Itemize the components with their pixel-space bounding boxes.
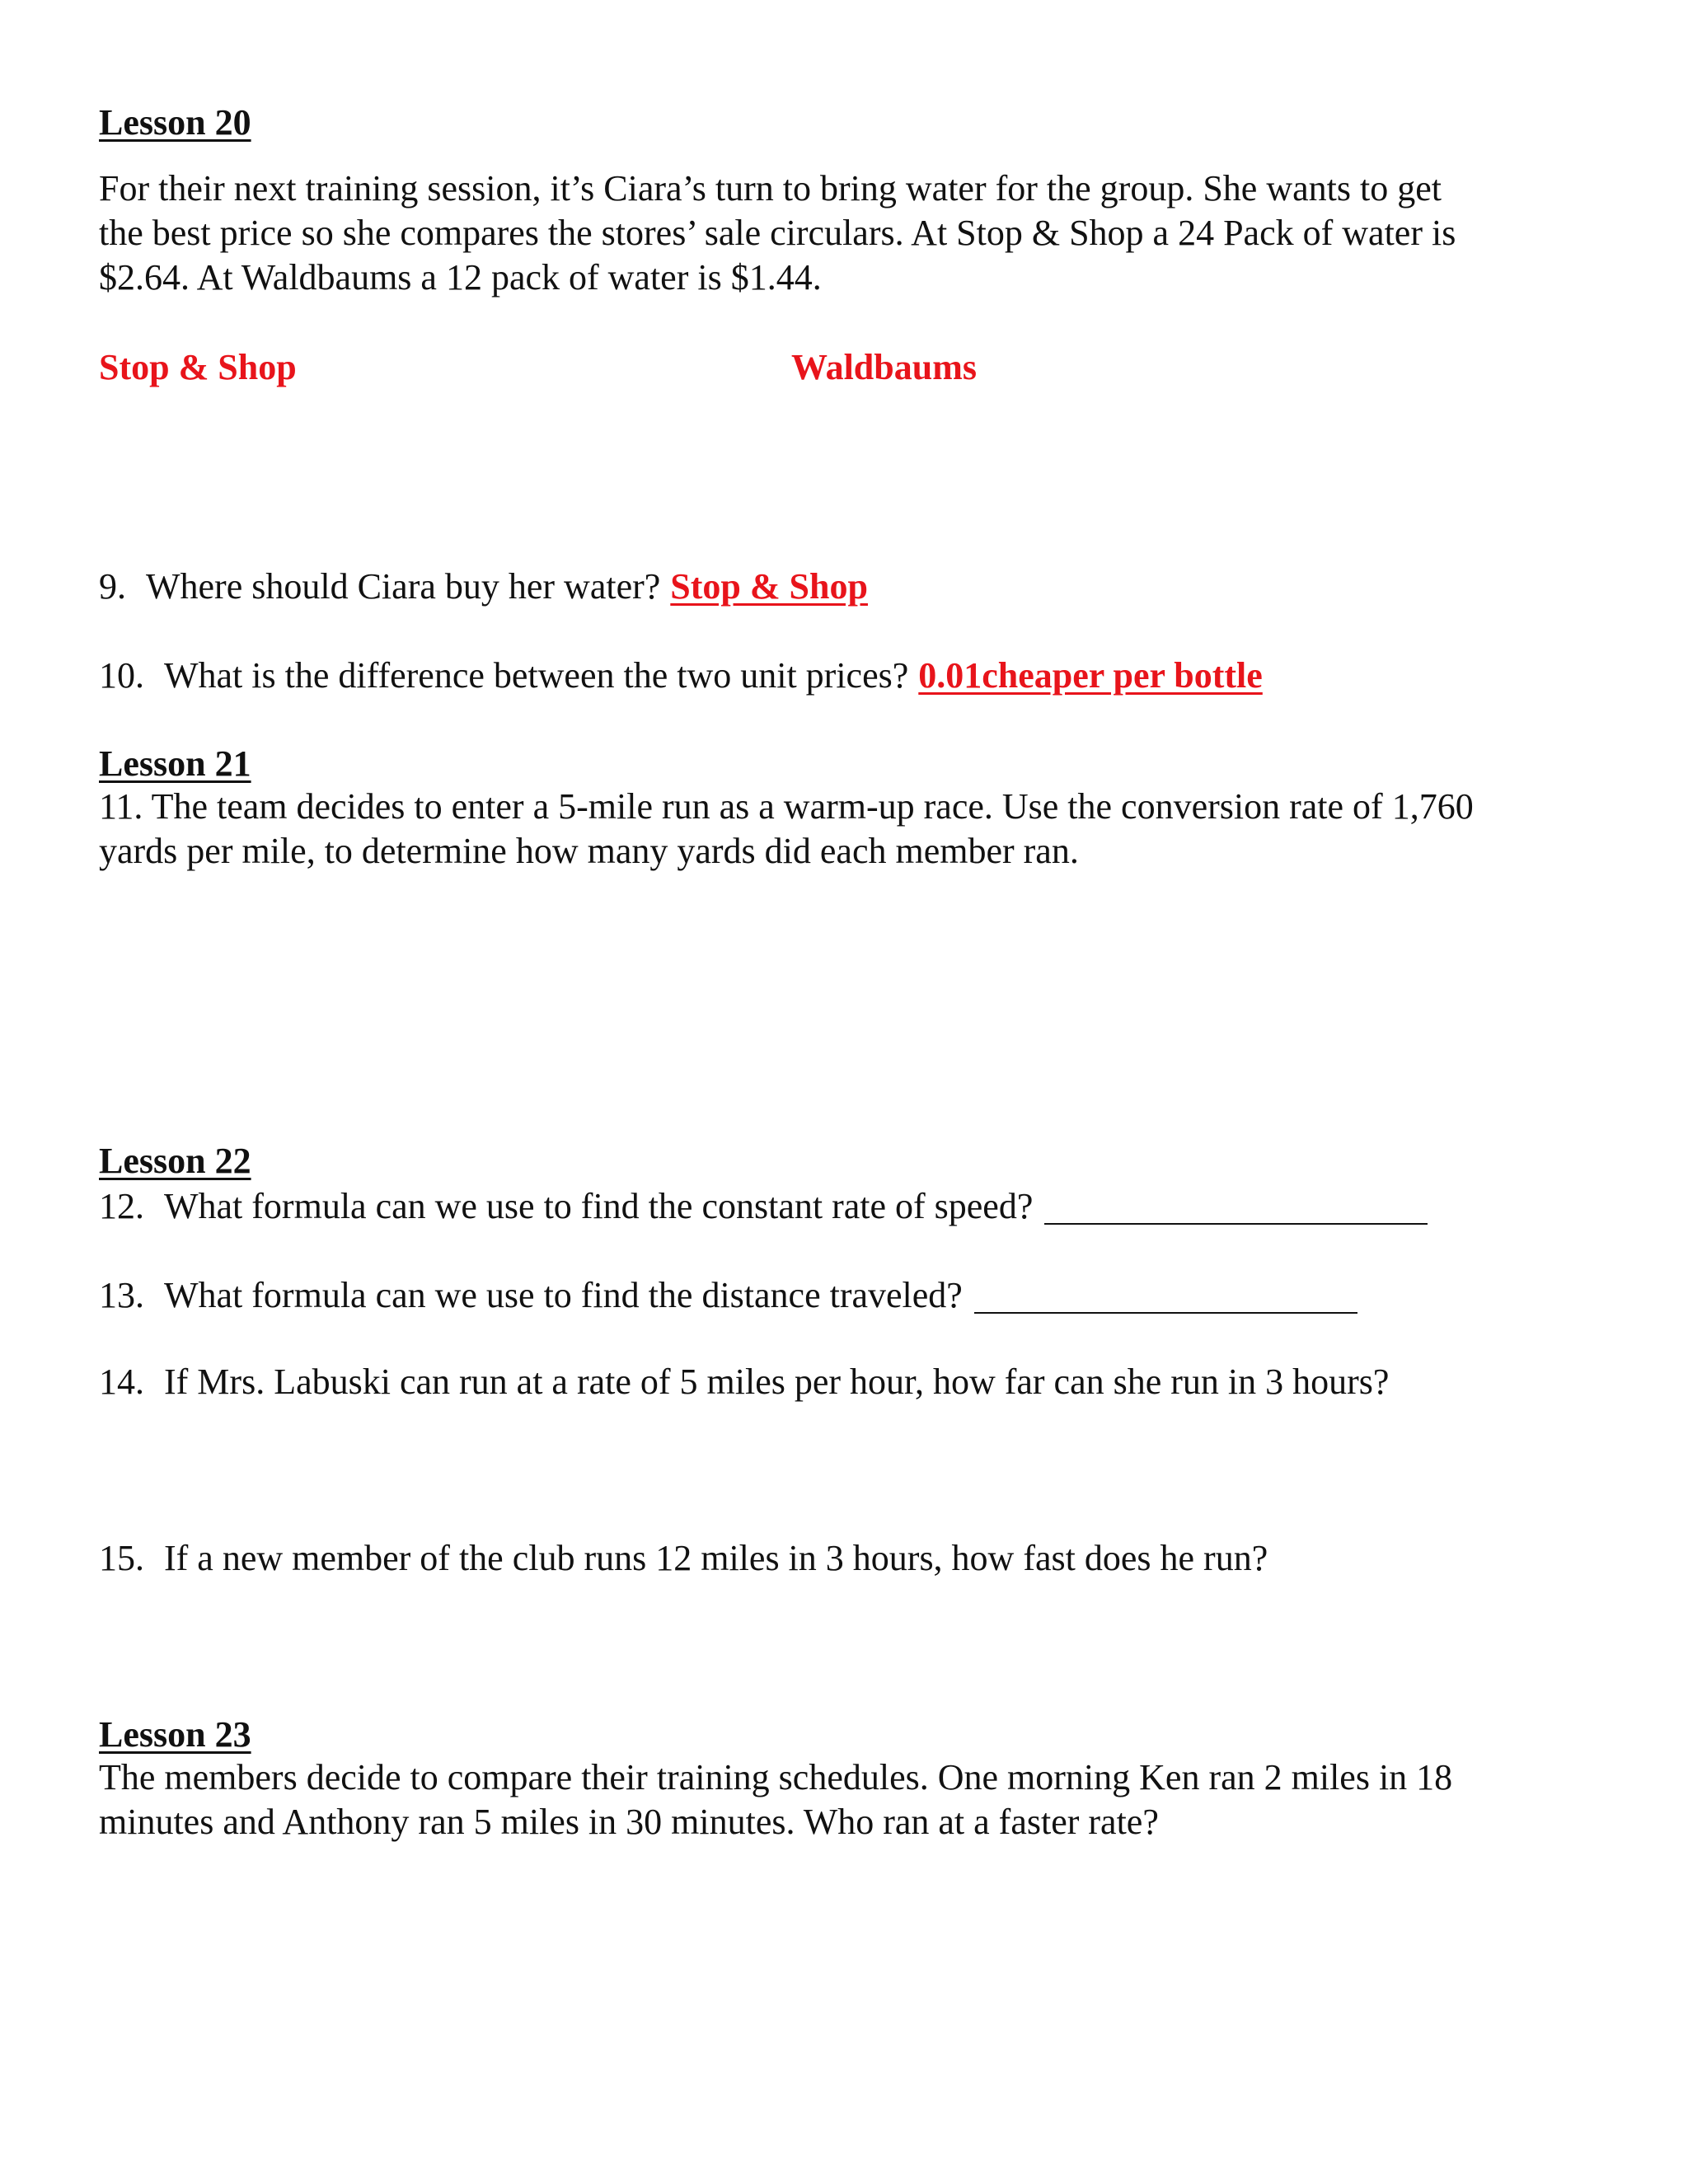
- lesson-22-heading: Lesson 22: [99, 1141, 251, 1181]
- question-12-answer-blank[interactable]: [1044, 1187, 1428, 1225]
- question-9: [99, 566, 868, 607]
- lesson-20-line-2: the best price so she compares the stores’ sale circulars. At Stop & Shop a 24 Pack of water is: [99, 213, 1456, 253]
- question-9-number: 9.: [99, 566, 126, 607]
- lesson-20-problem: [99, 166, 1599, 300]
- lesson-20-heading: Lesson 20: [99, 102, 251, 143]
- lesson-20-line-1: For their next training session, it’s Ciara’s turn to bring water for the group. She wants to get: [99, 168, 1442, 209]
- lesson-23-line-1: The members decide to compare their training schedules. One morning Ken ran 2 miles in 18: [99, 1757, 1453, 1797]
- question-14: [99, 1361, 1390, 1402]
- question-9-answer: Stop & Shop: [670, 566, 868, 607]
- question-12: [99, 1187, 1428, 1225]
- question-14-number: 14.: [99, 1361, 144, 1402]
- question-13-number: 13.: [99, 1275, 144, 1315]
- question-12-number: 12.: [99, 1186, 144, 1226]
- lesson-21-line-1: 11. The team decides to enter a 5-mile run as a warm-up race. Use the conversion rate of 1,760: [99, 786, 1474, 827]
- question-15-number: 15.: [99, 1538, 144, 1578]
- store-waldbaums-label: Waldbaums: [791, 347, 977, 387]
- lesson-23-problem: [99, 1755, 1599, 1844]
- question-10-text: What is the difference between the two unit prices?: [164, 655, 909, 696]
- question-10: [99, 655, 1263, 696]
- question-15: [99, 1540, 1268, 1577]
- question-14-text: If Mrs. Labuski can run at a rate of 5 miles per hour, how far can she run in 3 hours?: [164, 1361, 1390, 1402]
- store-stop-and-shop-label: Stop & Shop: [99, 347, 297, 387]
- question-15-text: If a new member of the club runs 12 miles in 3 hours, how fast does he run?: [164, 1538, 1268, 1578]
- question-12-text: What formula can we use to find the constant rate of speed?: [164, 1186, 1034, 1226]
- lesson-23-heading: Lesson 23: [99, 1714, 251, 1755]
- lesson-23-line-2: minutes and Anthony ran 5 miles in 30 minutes. Who ran at a faster rate?: [99, 1802, 1159, 1842]
- question-10-number: 10.: [99, 655, 144, 696]
- lesson-21-heading: Lesson 21: [99, 743, 251, 784]
- question-9-text: Where should Ciara buy her water?: [146, 566, 661, 607]
- question-13-text: What formula can we use to find the distance traveled?: [164, 1275, 963, 1315]
- lesson-21-line-2: yards per mile, to determine how many yards did each member ran.: [99, 831, 1079, 871]
- lesson-21-problem: [99, 785, 1599, 874]
- question-13-answer-blank[interactable]: [974, 1276, 1357, 1314]
- question-13: [99, 1276, 1357, 1314]
- question-10-answer: 0.01cheaper per bottle: [918, 655, 1263, 696]
- lesson-20-line-3: $2.64. At Waldbaums a 12 pack of water is $1.44.: [99, 257, 822, 298]
